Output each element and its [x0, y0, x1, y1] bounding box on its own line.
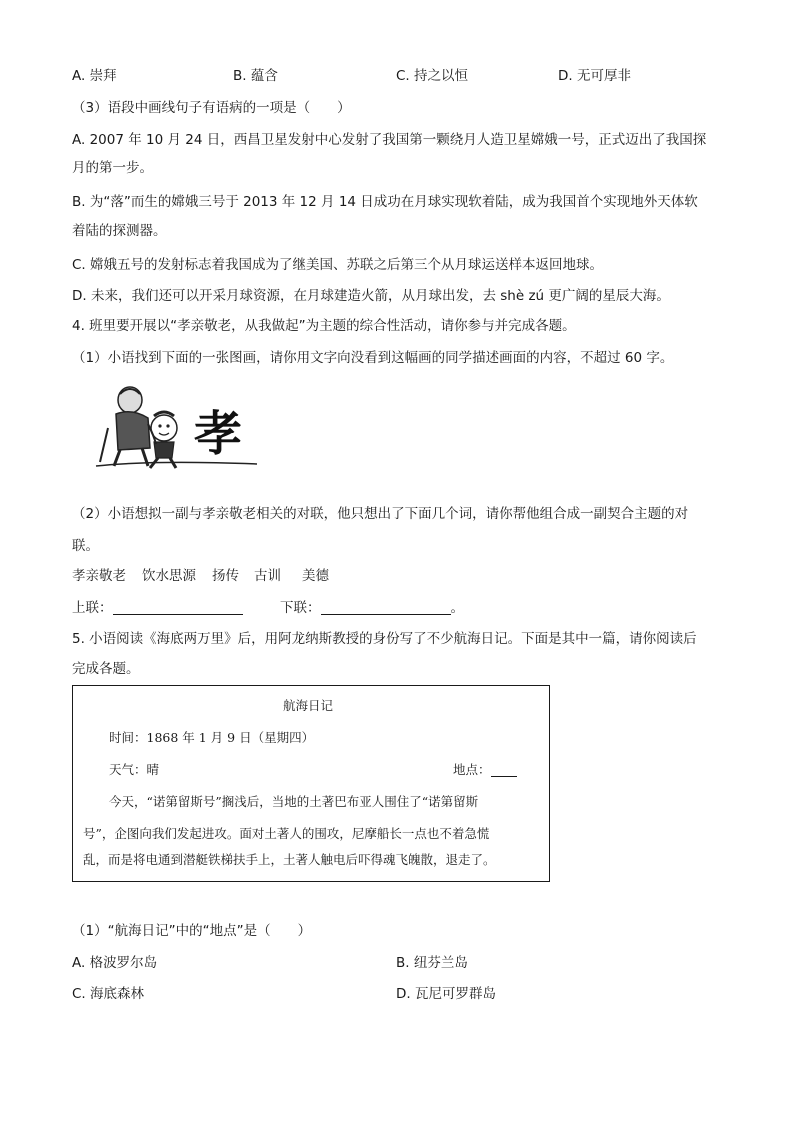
q5-stem-line2: 完成各题。 [72, 661, 140, 677]
q3-option-a-line1: A. 2007 年 10 月 24 日，西昌卫星发射中心发射了我国第一颗绕月人造卫星嫦娥一号，正式迈出了我国探 [72, 132, 707, 148]
ground-line [96, 462, 257, 466]
upper-couplet-blank[interactable] [113, 600, 243, 615]
elder-head [118, 387, 142, 413]
upper-couplet-label: 上联： [72, 600, 113, 616]
diary-time: 时间：1868 年 1 月 9 日（星期四） [109, 730, 315, 745]
diary-body-line3: 乱，而是将电通到潜艇铁梯扶手上，土著人触电后吓得魂飞魄散，退走了。 [83, 852, 496, 867]
filial-piety-illustration [92, 378, 262, 478]
q5-option-a: A. 格波罗尔岛 [72, 955, 158, 971]
xiao-character: 孝 [194, 406, 243, 462]
q3-option-b-line2: 着陆的探测器。 [72, 223, 167, 239]
word-2: 饮水思源 [142, 568, 196, 584]
option-b-top: B. 蕴含 [233, 68, 278, 84]
diary-place-row [453, 760, 517, 780]
diary-place-blank[interactable] [491, 762, 517, 777]
diary-title: 航海日记 [283, 698, 334, 713]
option-a-top: A. 崇拜 [72, 68, 117, 84]
q5-stem-line1: 5. 小语阅读《海底两万里》后，用阿龙纳斯教授的身份写了不少航海日记。下面是其中一篇，请你阅读后 [72, 631, 697, 647]
lower-couplet-label: 下联： [280, 600, 321, 616]
q5-option-d: D. 瓦尼可罗群岛 [396, 986, 496, 1002]
lower-couplet-end: 。 [450, 600, 464, 616]
upper-couplet-row [72, 598, 243, 618]
q3-option-c: C. 嫦娥五号的发射标志着我国成为了继美国、苏联之后第三个从月球运送样本返回地球。 [72, 257, 604, 273]
diary-place-label: 地点： [453, 762, 491, 777]
q4-part1: （1）小语找到下面的一张图画，请你用文字向没看到这幅画的同学描述画面的内容，不超过 60 字。 [72, 350, 674, 366]
diary-body-line1: 今天，“诺第留斯号”搁浅后，当地的土著巴布亚人围住了“诺第留斯 [109, 794, 479, 809]
diary-box [72, 685, 550, 882]
word-1: 孝亲敬老 [72, 568, 126, 584]
q5-option-c: C. 海底森林 [72, 986, 145, 1002]
q5-option-b: B. 纽芬兰岛 [396, 955, 468, 971]
q5-sub1-stem: （1）“航海日记”中的“地点”是（ ） [72, 923, 312, 939]
child-head [151, 415, 177, 441]
word-4: 古训 [254, 568, 281, 584]
elder-body [116, 412, 150, 450]
q3-stem: （3）语段中画线句子有语病的一项是（ ） [72, 100, 351, 116]
q4-part2-line1: （2）小语想拟一副与孝亲敬老相关的对联，他只想出了下面几个词，请你帮他组合成一副契合主题的对 [72, 506, 689, 522]
child-body [154, 442, 174, 458]
q4-part2-line2: 联。 [72, 538, 99, 554]
word-3: 扬传 [212, 568, 239, 584]
q4-stem: 4. 班里要开展以“孝亲敬老，从我做起”为主题的综合性活动，请你参与并完成各题。 [72, 318, 576, 334]
walking-cane [100, 428, 108, 462]
q3-option-b-line1: B. 为“落”而生的嫦娥三号于 2013 年 12 月 14 日成功在月球实现软着陆，成为我国首个实现地外天体软 [72, 194, 698, 210]
lower-couplet-blank[interactable] [321, 600, 451, 615]
lower-couplet-row [280, 598, 464, 618]
diary-weather: 天气：晴 [109, 762, 160, 777]
q3-option-a-line2: 月的第一步。 [72, 160, 153, 176]
word-5: 美德 [302, 568, 329, 584]
q3-option-d: D. 未来，我们还可以开采月球资源，在月球建造火箭，从月球出发，去 shè zú 更广阔的星辰大海。 [72, 288, 670, 304]
option-c-top: C. 持之以恒 [396, 68, 469, 84]
diary-body-line2: 号”，企图向我们发起进攻。面对土著人的围攻，尼摩船长一点也不着急慌 [83, 826, 490, 841]
option-d-top: D. 无可厚非 [558, 68, 631, 84]
